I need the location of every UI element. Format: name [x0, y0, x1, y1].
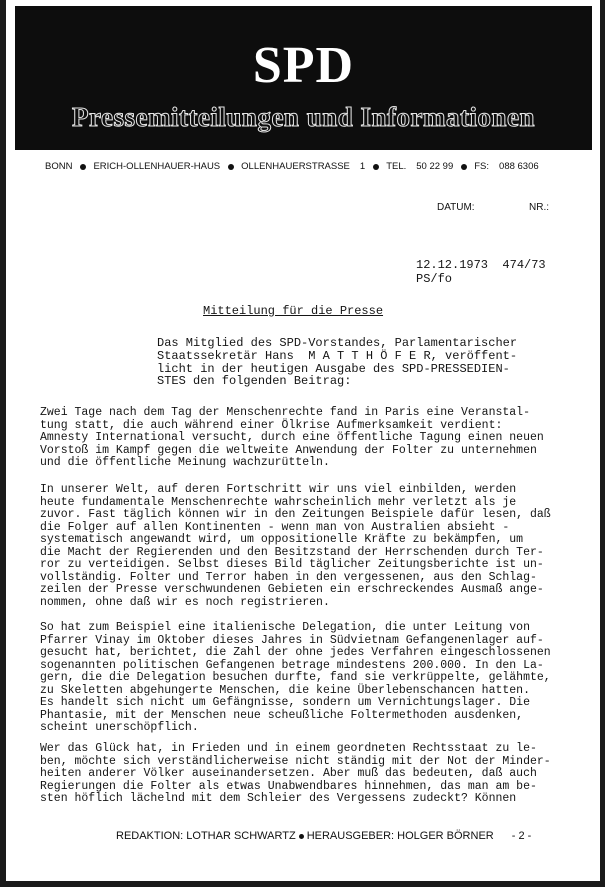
paragraph-3: [40, 622, 551, 735]
text-line: Amnesty International versucht, durch eine öffentliche Tagung einen neuen: [40, 431, 544, 444]
bullet-icon: [228, 164, 234, 170]
scan-edge-left: [0, 0, 6, 887]
text-line: sten höflich lächelnd mit dem Schleier des Vergessens zudeckt? Können: [40, 792, 517, 805]
reference-block: [416, 258, 546, 286]
text-line: Vorstoß im Kampf gegen die weltweite Anwendung der Folter zu unternehmen: [40, 443, 537, 457]
scan-edge-bottom: [0, 881, 605, 887]
intro-line: licht in der heutigen Ausgabe des SPD-PRESSEDIEN-: [157, 361, 510, 376]
page-title: Mitteilung für die Presse: [203, 304, 384, 318]
reference-initials: PS/fo: [416, 272, 453, 286]
fs-label: FS:: [474, 161, 490, 172]
text-line: Wer das Glück hat, in Frieden und in einem geordneten Rechtsstaat zu le-: [40, 742, 537, 755]
footer-redaktion: REDAKTION: LOTHAR SCHWARTZ: [116, 830, 296, 842]
text-line: Es handelt sich nicht um Gefängnisse, sondern um Vernichtungslager. Die: [40, 696, 530, 709]
address-city: BONN: [45, 161, 73, 172]
text-line: Regierungen die Folter als etwas Unabwendbares hinnehmen, das man am be-: [40, 779, 537, 793]
text-line: ror zu verteidigen. Selbst dieses Bild täglicher Zeitungsberichte ist un-: [40, 558, 544, 571]
tel-number: 50 22 99: [416, 161, 454, 172]
text-line: vollständig. Folter und Terror haben in den vergessenen, aus den Schlag-: [40, 570, 537, 584]
paragraph-4: [40, 743, 551, 806]
text-line: gesucht hat, berichtet, die Zahl der ohne jedes Verfahren eingeschlossenen: [40, 646, 551, 659]
intro-line: STES den folgenden Beitrag:: [157, 374, 352, 389]
text-line: In unserer Welt, auf deren Fortschritt wir uns viel einbilden, werden: [40, 483, 517, 496]
footer-herausgeber: HERAUSGEBER: HOLGER BÖRNER: [306, 830, 494, 842]
text-line: zeilen der Presse verschwundenen Gebieten ein erschreckendes Ausmaß ange-: [40, 583, 544, 596]
reference-date-number: 12.12.1973 474/73: [416, 258, 546, 272]
bullet-icon: [80, 164, 86, 170]
page-number: - 2 -: [511, 830, 532, 842]
text-line: die Macht der Regierenden und den Besitzstand der Herrschenden durch Ter-: [40, 545, 544, 559]
intro-block: [157, 337, 517, 388]
text-line: sogenannten politischen Gefangenen betrage mindestens 200.000. In den La-: [40, 658, 544, 672]
footer: [116, 830, 531, 842]
bullet-icon: [461, 164, 467, 170]
text-line: heute fundamentale Menschenrechte wahrscheinlich mehr verletzt als je: [40, 495, 517, 509]
text-line: nommen, ohne daß wir es noch registrieren.: [40, 595, 330, 609]
text-line: zuvor. Fast täglich können wir in den Zeitungen Beispiele dafür lesen, daß: [40, 508, 551, 521]
bullet-icon: [299, 834, 304, 839]
text-line: Zwei Tage nach dem Tag der Menschenrechte fand in Paris eine Veranstal-: [40, 406, 530, 419]
text-line: scheint unerschöpflich.: [40, 721, 199, 734]
address-number: 1: [359, 161, 366, 172]
scan-edge-right: [600, 0, 605, 887]
paragraph-1: [40, 407, 544, 470]
intro-line: Das Mitglied des SPD-Vorstandes, Parlamentarischer: [157, 336, 518, 350]
address-line: [45, 161, 585, 172]
text-line: systematisch angewandt wird, um oppositionelle Kräfte zu bekämpfen, um: [40, 533, 524, 546]
fs-number: 088 6306: [499, 161, 539, 172]
address-building: ERICH-OLLENHAUER-HAUS: [93, 161, 221, 172]
text-line: und die öffentliche Meinung wachzurütteln.: [40, 456, 330, 469]
text-line: Phantasie, mit der Menschen neue scheußliche Foltermethoden ausdenken,: [40, 708, 524, 722]
datum-label: DATUM:: [437, 202, 475, 213]
text-line: tung statt, die auch während einer Ölkrise Aufmerksamkeit verdient:: [40, 418, 503, 432]
masthead-title: SPD: [252, 37, 355, 94]
paragraph-2: [40, 484, 551, 609]
text-line: So hat zum Beispiel eine italienische Delegation, die unter Leitung von: [40, 621, 530, 634]
bullet-icon: [373, 164, 379, 170]
intro-line: Staatssekretär Hans M A T T H Ö F E R, veröffent-: [157, 348, 518, 363]
text-line: zu Skeletten abgehungerte Menschen, die keine Überlebenschancen hatten.: [40, 683, 530, 697]
text-line: ben, möchte sich verständlicherweise nicht ständig mit der Not der Minder-: [40, 754, 551, 768]
text-line: gern, die die Delegation besuchen durfte, fand sie verkrüppelte, gelähmte,: [40, 671, 551, 684]
address-street: OLLENHAUERSTRASSE: [241, 161, 350, 172]
masthead: [15, 6, 592, 150]
masthead-subtitle: Pressemitteilungen und Informationen: [71, 102, 535, 132]
text-line: Pfarrer Vinay im Oktober dieses Jahres in Südvietnam Gefangenenlager auf-: [40, 633, 544, 647]
tel-label: TEL.: [386, 161, 407, 172]
nr-label: NR.:: [529, 202, 549, 213]
text-line: die Folger auf allen Kontinenten - wenn man von Australien absieht -: [40, 520, 510, 534]
text-line: heiten anderer Völker auseinandersetzen. Aber muß das bedeuten, daß auch: [40, 767, 537, 780]
